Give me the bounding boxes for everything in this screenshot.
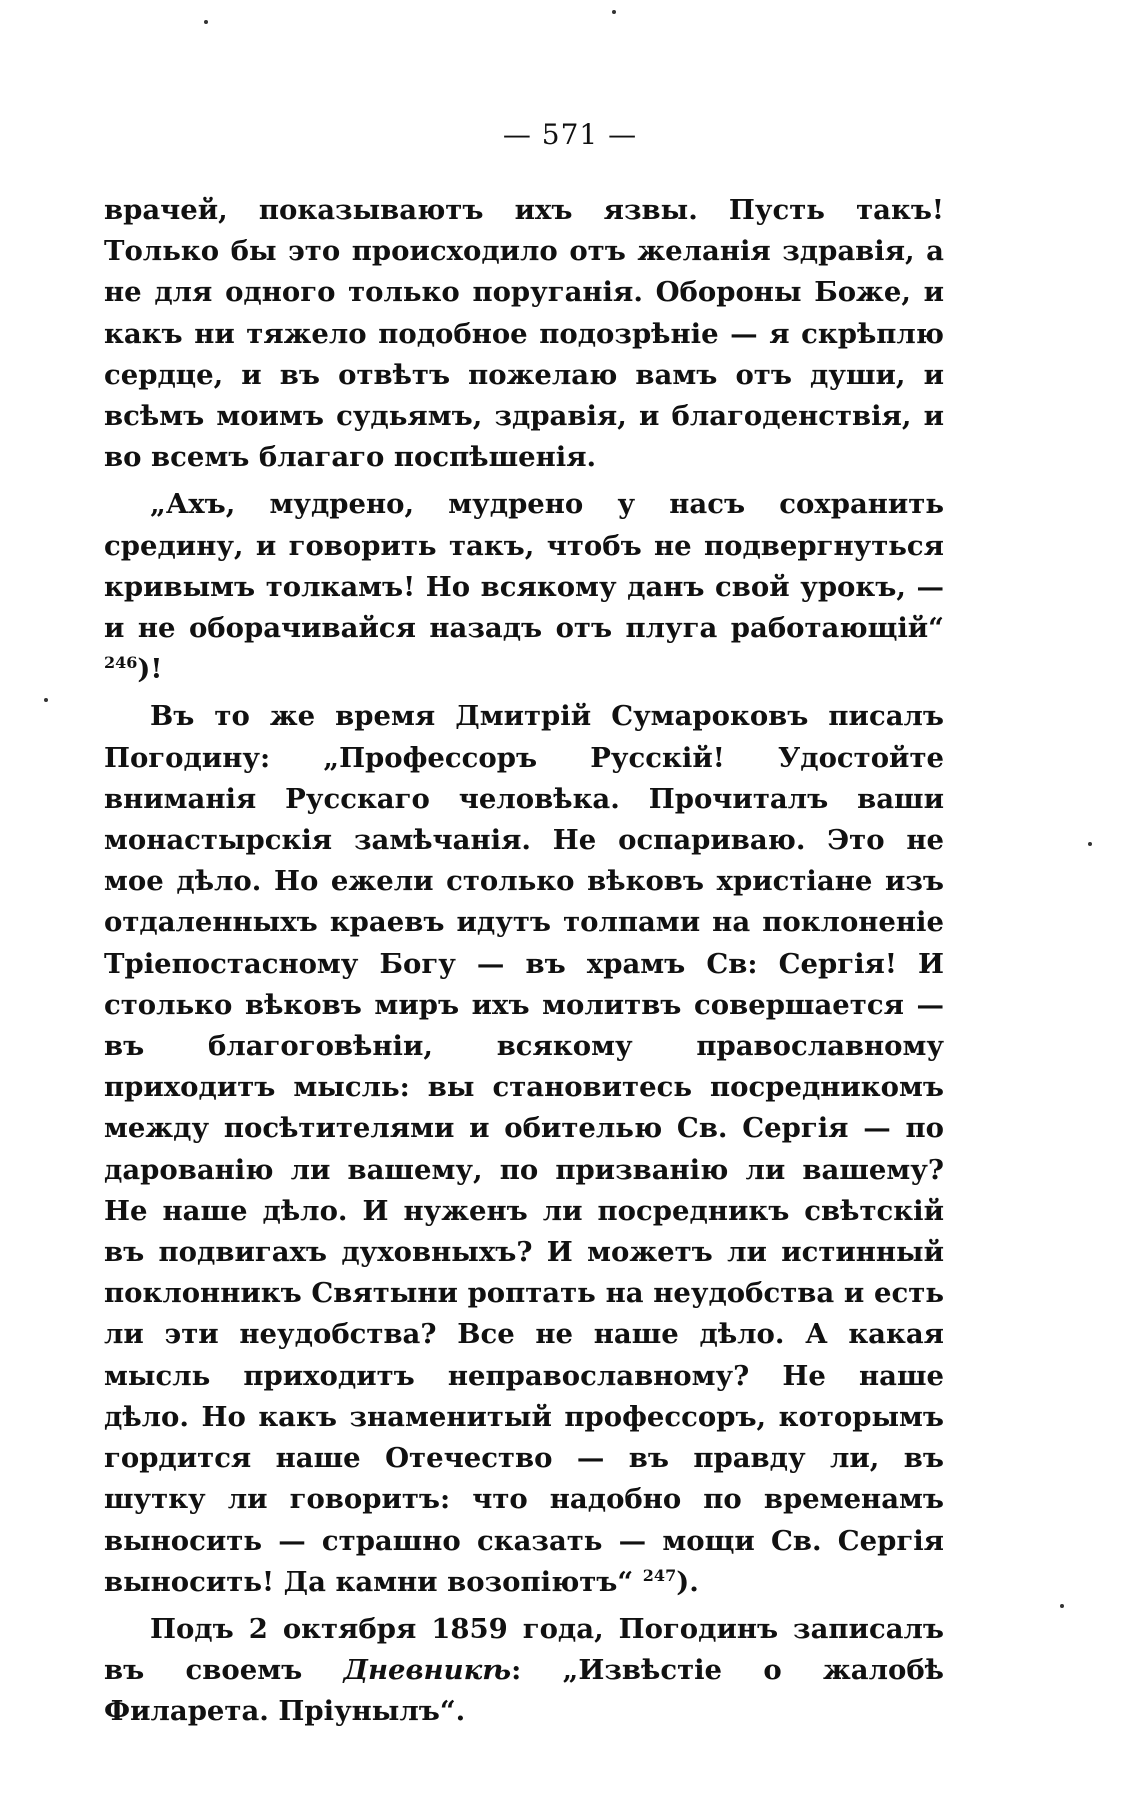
footnote-ref-247[interactable]: 247 — [642, 1565, 677, 1585]
paragraph-2 — [104, 484, 944, 690]
footnote-ref-246[interactable]: 246 — [104, 653, 138, 673]
paragraph-4 — [104, 1609, 944, 1733]
paragraph-3 — [104, 696, 944, 1602]
scan-speck — [1060, 1604, 1064, 1608]
scan-speck — [44, 698, 48, 702]
paragraph-2-tail: )! — [137, 653, 163, 686]
paragraph-2-text: „Ахъ, мудрено, мудрено у насъ сохранить средину, и говорить такъ, чтобъ не подвергнуться кривымъ толкамъ! Но всякому данъ свой урокъ, — и не оборачивайся назадъ отъ плуга работающій“ — [104, 488, 944, 645]
paragraph-1-text: врачей, показываютъ ихъ язвы. Пусть такъ! Только бы это происходило отъ желанія здравія, а не для одного только поруганія. Обороны Боже, и какъ ни тяжело подобное подозрѣніе — я скрѣплю сердце, и въ отвѣтъ пожелаю вамъ отъ души, и всѣмъ моимъ судьямъ, здравія, и благоденствія, и во всемъ благаго поспѣшенія. — [104, 194, 944, 474]
page-number: — 571 — — [502, 118, 638, 151]
diary-title: Дневникѣ — [343, 1654, 512, 1687]
body-text — [104, 190, 944, 1739]
paragraph-4-text-before: Подъ 2 октября 1859 года, Погодинъ записалъ въ своемъ — [104, 1612, 944, 1687]
scan-speck — [1088, 842, 1092, 846]
paragraph-3-text: Въ то же время Дмитрій Сумароковъ писалъ Погодину: „Профессоръ Русскій! Удостойте вниманія Русскаго человѣка. Прочиталъ ваши монастырскія замѣчанія. Не оспариваю. Это не мое дѣло. Но ежели столько вѣковъ христіане изъ отдаленныхъ краевъ идутъ толпами на поклоненіе Тріепостасному Богу — въ храмъ Св: Сергія! И столько вѣковъ миръ ихъ молитвъ совершается — въ благоговѣніи, всякому православному приходитъ мысль: вы становитесь посредникомъ между посѣтителями и обителью Св. Сергія — по дарованію ли вашему, по призванію ли вашему? Не наше дѣло. И нуженъ ли посредникъ свѣтскій въ подвигахъ духовныхъ? И можетъ ли истинный поклонникъ Святыни роптать на неудобства и есть ли эти неудобства? Все не наше дѣло. А какая мысль приходитъ неправославному? Не наше дѣло. Но какъ знаменитый профессоръ, которымъ гордится наше Отечество — въ правду ли, въ шутку ли говоритъ: что надобно по временамъ выносить — страшно сказать — мощи Св. Сергія выносить! Да камни возопіютъ“ — [104, 700, 944, 1598]
scan-speck — [612, 10, 616, 14]
scan-speck — [204, 20, 208, 24]
paragraph-1 — [104, 190, 944, 478]
paragraph-3-tail: ). — [676, 1565, 699, 1598]
paragraph-4-text-after: : „Извѣстіе о жалобѣ Филарета. Пріунылъ“. — [104, 1654, 945, 1728]
